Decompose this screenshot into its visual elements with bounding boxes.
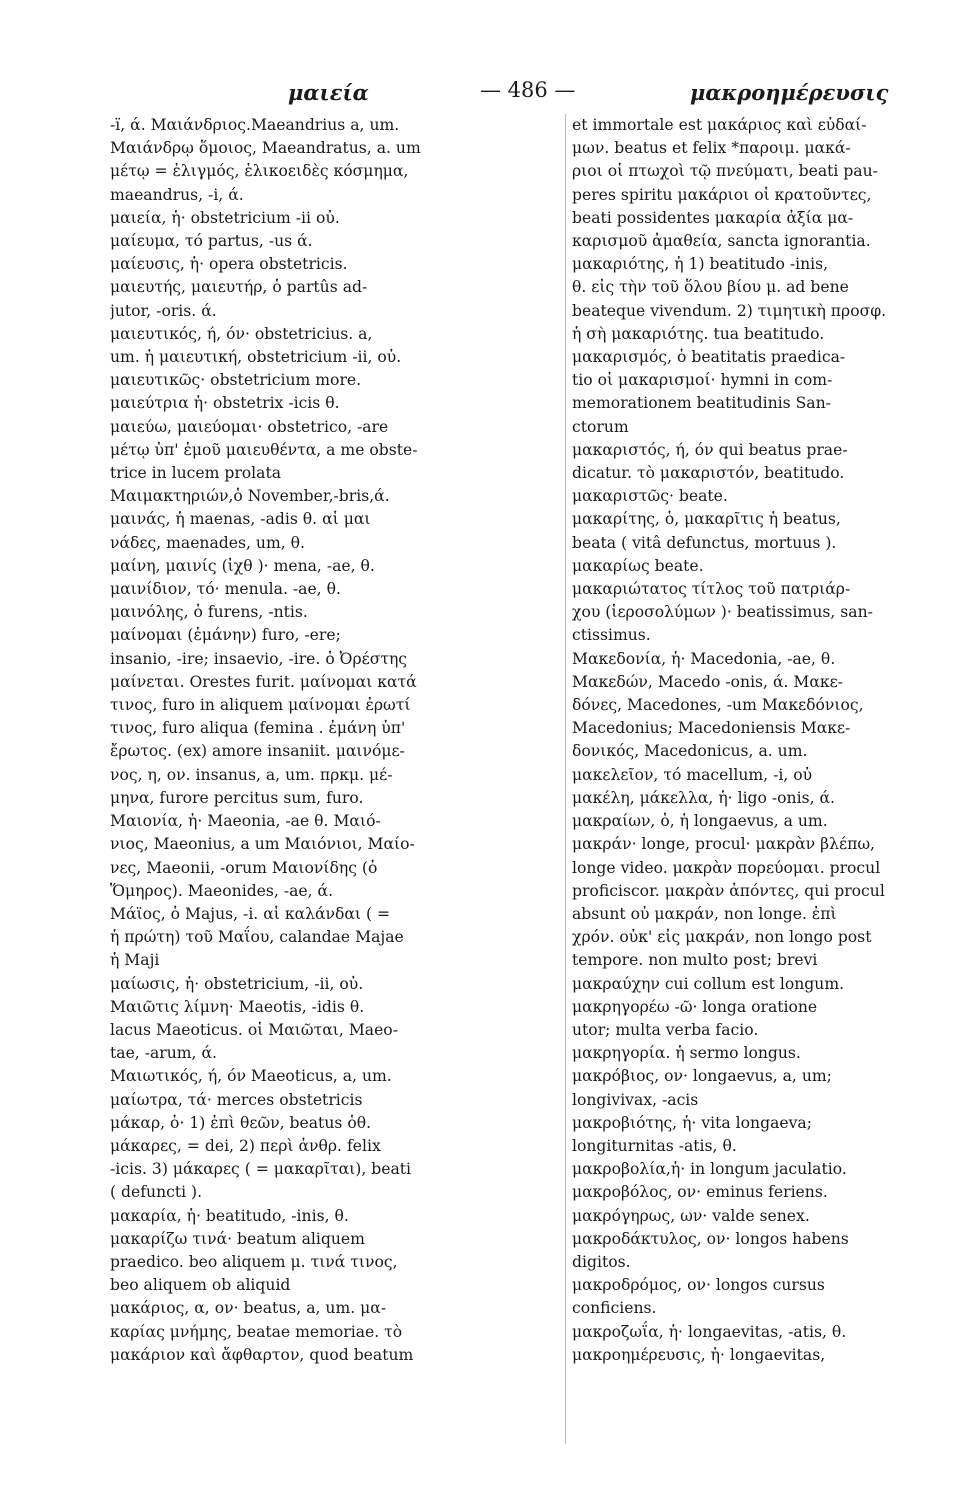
dictionary-line: μακραίων, ὁ, ἡ longaevus, a um. — [572, 812, 828, 831]
dictionary-line: ( defuncti ). — [110, 1183, 203, 1202]
dictionary-line: μαίευσις, ἡ· opera obstetricis. — [110, 255, 348, 274]
dictionary-line: digitos. — [572, 1252, 631, 1271]
dictionary-line: longivivax, -acis — [572, 1090, 699, 1109]
dictionary-line: μακροβιότης, ἡ· vita longaeva; — [572, 1113, 812, 1132]
dictionary-line: longiturnitas -atis, θ. — [572, 1136, 737, 1155]
header-left-guide-word: μαιεία — [288, 80, 369, 105]
dictionary-line: μαιεύω, μαιεύομαι· obstetrico, -are — [110, 417, 389, 436]
dictionary-line: μακαρίζω τινά· beatum aliquem — [110, 1229, 365, 1248]
dictionary-line: absunt οὐ μακράν, non longe. ἐπὶ — [572, 904, 837, 923]
dictionary-line: μακαριστός, ή, όν qui beatus prae- — [572, 440, 848, 459]
dictionary-line: praedico. beo aliquem μ. τινά τινος, — [110, 1252, 398, 1271]
dictionary-line: δονικός, Macedonicus, a. um. — [572, 742, 808, 761]
page-header — [110, 70, 955, 106]
dictionary-line: maeandrus, -i, ά. — [110, 185, 244, 204]
dictionary-line: χου (ἱεροσολύμων )· beatissimus, san- — [572, 603, 873, 622]
dictionary-line: μακελεῖον, τό macellum, -i, οὐ — [572, 765, 813, 784]
dictionary-line: μακροβόλος, ον· eminus feriens. — [572, 1183, 828, 1202]
dictionary-line: Μαιωτικός, ή, όν Maeoticus, a, um. — [110, 1067, 392, 1086]
dictionary-line: μακαρίως beate. — [572, 556, 704, 575]
dictionary-line: μακροζωΐα, ἡ· longaevitas, -atis, θ. — [572, 1322, 847, 1341]
dictionary-line: peres spiritu μακάριοι οἱ κρατοῦντες, — [572, 185, 872, 204]
dictionary-line: ἡ Maji — [110, 951, 160, 970]
dictionary-line: μακραύχην cui collum est longum. — [572, 974, 845, 993]
dictionary-line: memorationem beatitudinis San- — [572, 394, 831, 413]
dictionary-page — [110, 70, 955, 1470]
dictionary-line: ἡ πρώτη) τοῦ Μαΐου, calandae Majae — [110, 928, 404, 947]
right-column — [565, 114, 962, 1444]
dictionary-line: καρισμοῦ ἀμαθεία, sancta ignorantia. — [572, 232, 871, 251]
dictionary-line: νιος, Maeonius, a um Μαιόνιοι, Μαίο- — [110, 835, 415, 854]
dictionary-line: μαίνεται. Orestes furit. μαίνομαι κατά — [110, 672, 417, 691]
dictionary-line: um. ἡ μαιευτική, obstetricium -ii, οὐ. — [110, 348, 402, 367]
dictionary-line: μακρόγηρως, ων· valde senex. — [572, 1206, 810, 1225]
dictionary-line: -icis. 3) μάκαρες ( = μακαρῖται), beati — [110, 1160, 412, 1179]
dictionary-line: μακροημέρευσις, ἡ· longaevitas, — [572, 1345, 826, 1364]
dictionary-line: θ. εἰς τὴν τοῦ ὅλου βίου μ. ad bene — [572, 278, 849, 297]
dictionary-line: μαιεία, ἡ· obstetricium -ii οὐ. — [110, 208, 340, 227]
dictionary-line: ἡ σὴ μακαριότης. tua beatitudo. — [572, 324, 825, 343]
dictionary-line: et immortale est μακάριος καὶ εὐδαί- — [572, 116, 867, 134]
dictionary-line: μάκαρες, = dei, 2) περὶ ἀνθρ. felix — [110, 1136, 381, 1155]
dictionary-line: Μάϊος, ὁ Majus, -i. αἱ καλάνδαι ( = — [110, 904, 391, 923]
dictionary-line: νος, η, ον. insanus, a, um. πρκμ. μέ- — [110, 765, 393, 784]
dictionary-line: Μαιάνδρῳ ὅμοιος, Maeandratus, a. um — [110, 139, 421, 158]
dictionary-line: μαιεύτρια ἡ· obstetrix -icis θ. — [110, 394, 340, 413]
dictionary-line: μέτῳ ὑπ' ἐμοῦ μαιευθέντα, a me obste- — [110, 440, 418, 459]
dictionary-line: τινος, furo aliqua (femina . ἐμάνη ὑπ' — [110, 719, 406, 738]
dictionary-line: μάκαρ, ὁ· 1) ἐπὶ θεῶν, beatus ὁθ. — [110, 1113, 372, 1132]
dictionary-line: conficiens. — [572, 1299, 657, 1318]
dictionary-line: utor; multa verba facio. — [572, 1020, 759, 1039]
dictionary-line: tae, -arum, ά. — [110, 1044, 217, 1063]
dictionary-line: δόνες, Macedones, -um Μακεδόνιος, — [572, 696, 864, 715]
dictionary-line: ctorum — [572, 417, 629, 436]
dictionary-line: longe video. μακρὰν πορεύομαι. procul — [572, 858, 881, 877]
dictionary-line: tio οἱ μακαρισμοί· hymni in com- — [572, 371, 833, 390]
header-right-guide-word: μακροημέρευσις — [690, 80, 889, 105]
dictionary-line: μέτῳ = ἑλιγμός, ἑλικοειδὲς κόσμημα, — [110, 162, 409, 181]
dictionary-line: trice in lucem prolata — [110, 464, 282, 483]
dictionary-line: jutor, -oris. ά. — [110, 301, 217, 320]
page-number: — 486 — — [480, 78, 576, 102]
dictionary-line: Μαιονία, ἡ· Maeonia, -ae θ. Μαιό- — [110, 812, 381, 831]
dictionary-line: χρόν. οὐκ' εἰς μακράν, non longo post — [572, 928, 872, 947]
dictionary-line: μηνα, furore percitus sum, furo. — [110, 788, 364, 807]
dictionary-line: μακάριος, α, ον· beatus, a, um. μα- — [110, 1299, 387, 1318]
dictionary-line: τινος, furo in aliquem μαίνομαι ἐρωτί — [110, 696, 411, 715]
dictionary-line: μαινίδιον, τό· menula. -ae, θ. — [110, 580, 341, 599]
dictionary-line: μακαρίτης, ὁ, μακαρῖτις ἡ beatus, — [572, 510, 841, 529]
dictionary-line: μακαριστῶς· beate. — [572, 487, 728, 506]
dictionary-line: μακαρισμός, ὁ beatitatis praedica- — [572, 348, 846, 367]
dictionary-line: μαίνομαι (ἐμάνην) furo, -ere; — [110, 626, 341, 645]
dictionary-line: beati possidentes μακαρία ἀξία μα- — [572, 208, 854, 227]
dictionary-line: μακροβολία,ἡ· in longum jaculatio. — [572, 1160, 847, 1179]
left-column — [110, 114, 552, 1444]
dictionary-line: μακρηγορέω -ῶ· longa oratione — [572, 997, 818, 1016]
dictionary-line: Μακεδονία, ἡ· Macedonia, -ae, θ. — [572, 649, 836, 668]
dictionary-line: μαιευτικῶς· obstetricium more. — [110, 371, 362, 390]
dictionary-line: μακάριον καὶ ἄφθαρτον, quod beatum — [110, 1345, 414, 1364]
dictionary-line: μακαρία, ἡ· beatitudo, -inis, θ. — [110, 1206, 349, 1225]
dictionary-line: νάδες, maenades, um, θ. — [110, 533, 305, 552]
dictionary-line: beata ( vitâ defunctus, mortuus ). — [572, 533, 837, 552]
dictionary-line: insanio, -ire; insaevio, -ire. ὁ Ὀρέστης — [110, 649, 408, 668]
dictionary-line: beo aliquem ob aliquid — [110, 1276, 291, 1295]
dictionary-line: μαινόλης, ὁ furens, -ntis. — [110, 603, 308, 622]
dictionary-line: μακρόβιος, ον· longaevus, a, um; — [572, 1067, 832, 1086]
dictionary-line: μαιευτής, μαιευτήρ, ὁ partûs ad- — [110, 278, 368, 297]
dictionary-line: μαίωτρα, τά· merces obstetricis — [110, 1090, 363, 1109]
dictionary-line: Μαιῶτις λίμνη· Maeotis, -idis θ. — [110, 997, 365, 1016]
dictionary-line: proficiscor. μακρὰν ἀπόντες, qui procul — [572, 881, 885, 900]
dictionary-line: μακαριότης, ἡ 1) beatitudo -inis, — [572, 255, 829, 274]
dictionary-line: Ὅμηρος). Maeonides, -ae, ά. — [110, 881, 334, 900]
dictionary-line: lacus Maeoticus. οἱ Μαιῶται, Maeo- — [110, 1020, 398, 1039]
dictionary-line: ctissimus. — [572, 626, 651, 645]
dictionary-line: μων. beatus et felix *παροιμ. μακά- — [572, 139, 851, 158]
dictionary-line: Μακεδών, Macedo -onis, ά. Μακε- — [572, 672, 844, 691]
dictionary-line: μακράν· longe, procul· μακρὰν βλέπω, — [572, 835, 875, 854]
dictionary-line: μαίνη, μαινίς (ἰχθ )· mena, -ae, θ. — [110, 556, 375, 575]
dictionary-line: νες, Maeonii, -orum Μαιονίδης (ὁ — [110, 858, 378, 877]
dictionary-line: μακρηγορία. ἡ sermo longus. — [572, 1044, 801, 1063]
dictionary-line: -ï, ά. Μαιάνδριος.Maeandrius a, um. — [110, 116, 400, 134]
dictionary-line: καρίας μνήμης, beatae memoriae. τὸ — [110, 1322, 403, 1341]
dictionary-line: Macedonius; Macedoniensis Μακε- — [572, 719, 851, 738]
dictionary-line: μαιευτικός, ή, όν· obstetricius. a, — [110, 324, 373, 343]
dictionary-line: μαίωσις, ἡ· obstetricium, -ii, οὐ. — [110, 974, 364, 993]
dictionary-line: μαίευμα, τό partus, -us ά. — [110, 232, 313, 251]
dictionary-line: μακροδάκτυλος, ον· longos habens — [572, 1229, 849, 1248]
dictionary-line: beateque vivendum. 2) τιμητικὴ προσφ. — [572, 301, 887, 320]
dictionary-line: μαινάς, ἡ maenas, -adis θ. αἱ μαι — [110, 510, 371, 529]
dictionary-line: μακαριώτατος τίτλος τοῦ πατριάρ- — [572, 580, 851, 599]
dictionary-line: Μαιμακτηριών,ὁ November,-bris,ά. — [110, 487, 390, 506]
dictionary-line: tempore. non multo post; brevi — [572, 951, 818, 970]
dictionary-line: μακέλη, μάκελλα, ἡ· ligo -onis, ά. — [572, 788, 835, 807]
dictionary-line: dicatur. τὸ μακαριστόν, beatitudo. — [572, 464, 845, 483]
dictionary-line: ἔρωτος. (ex) amore insaniit. μαινόμε- — [110, 742, 405, 761]
dictionary-line: μακροδρόμος, ον· longos cursus — [572, 1276, 825, 1295]
dictionary-line: ριοι οἱ πτωχοὶ τῷ πνεύματι, beati pau- — [572, 162, 878, 181]
